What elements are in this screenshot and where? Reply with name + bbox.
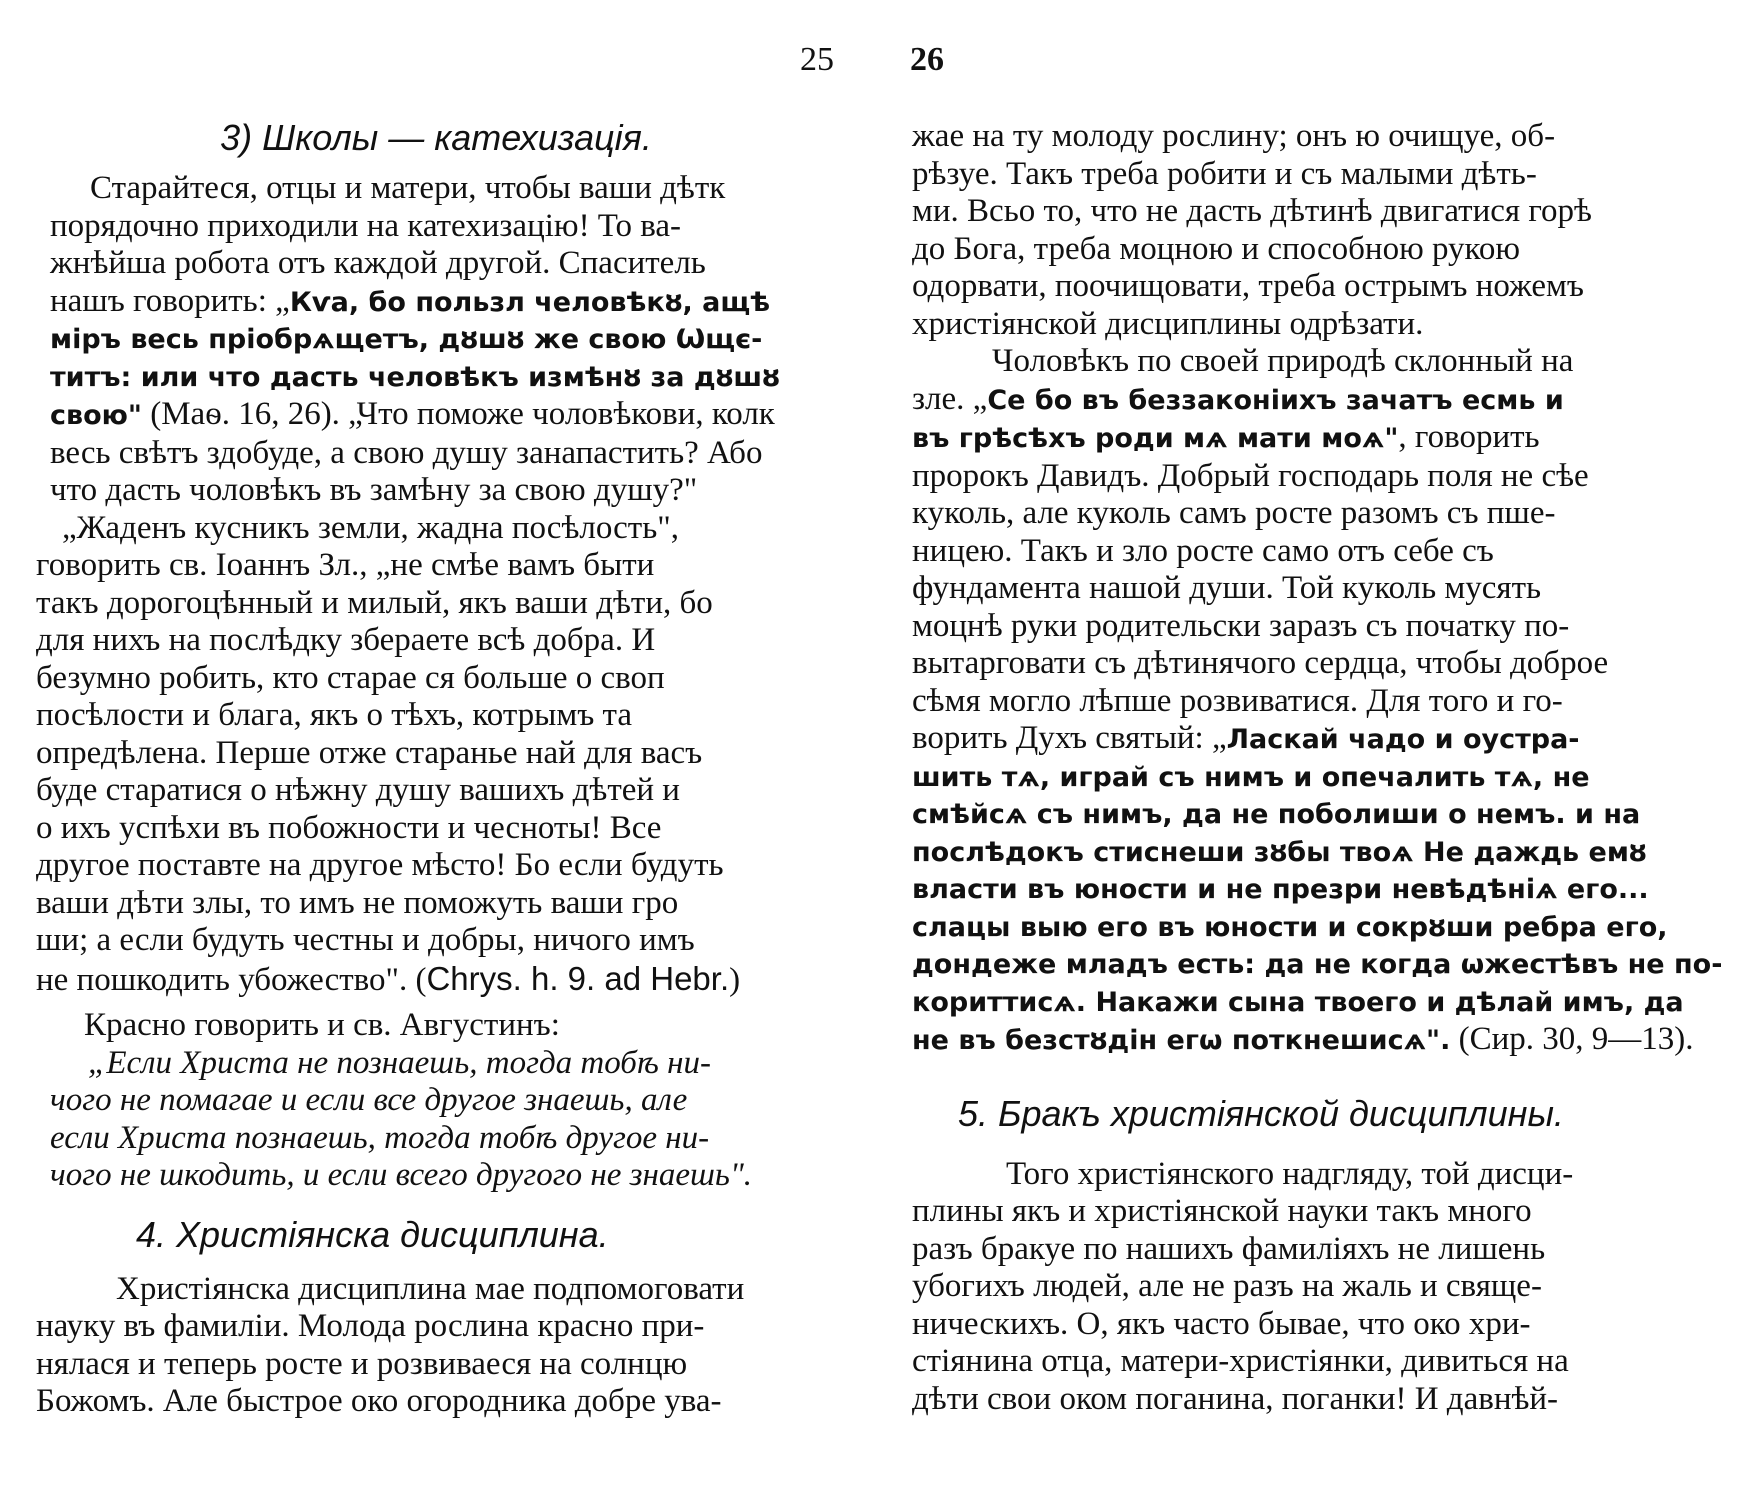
church-slavonic-quote: шить тѧ, играй съ нимъ и опечалить тѧ, не	[912, 761, 1590, 793]
church-slavonic-quote: послѣдокъ стиснеши зȣбы твоѧ Не даждь емȣ	[912, 836, 1647, 868]
church-slavonic-quote: Кѵа, бо пользл человѣкȣ, ащѣ	[289, 286, 771, 318]
text-line: говорить св. Іоаннъ Зл., „не смѣе вамъ быти	[36, 547, 655, 583]
section-heading-lack-of-discipline: 5. Бракъ христіянской дисциплины.	[958, 1092, 1564, 1134]
quote-line: если Христа познаешь, тогда тобѣ другое ни-	[50, 1119, 710, 1156]
text-line: Того христіянского надгляду, той дисци-	[1006, 1155, 1574, 1192]
text-fragment: злe. „	[912, 380, 988, 417]
text-line: ваши дѣти злы, то имъ не поможуть ваши гро	[36, 884, 679, 921]
text-line: плины якъ и христіянской науки такъ много	[912, 1193, 1532, 1229]
text-fragment: ворить Духъ святый: „	[912, 720, 1227, 756]
text-line: сѣмя могло лѣпше розвиватися. Для того и го-	[912, 682, 1563, 719]
text-line: жнѣйша робота отъ каждой другой. Спаситель	[50, 245, 706, 281]
text-line: Христіянска дисциплина мае подпомоговати	[116, 1270, 745, 1307]
text-line: нялася и теперь росте и розвиваеся на солнцю	[36, 1345, 688, 1382]
scripture-reference: (Маѳ. 16, 26). „Что поможе чоловѣкови, колк	[150, 396, 775, 432]
text-fragment: , говорить	[1398, 419, 1540, 455]
paragraph-catechesis	[36, 170, 836, 510]
text-line: что дасть чоловѣкъ въ замѣну за свою душу?"	[50, 472, 698, 508]
text-line: ницею. Такъ и зло росте само отъ себе съ	[912, 532, 1494, 569]
text-line: дѣти свои оком поганина, поганки! И давнѣй-	[912, 1380, 1559, 1417]
church-slavonic-quote: не въ безстȣдін егѡ поткнешисѧ".	[912, 1025, 1451, 1056]
text-fragment: не пошкодить убожество". (	[36, 961, 427, 998]
text-line: другое поставте на другое мѣсто! Бо если будуть	[36, 847, 724, 883]
text-line: Чоловѣкъ по своей природѣ склонный на	[992, 343, 1574, 379]
section-heading-schools: 3) Школы — катехизація.	[220, 117, 652, 158]
church-slavonic-quote: Се бо въ беззаконіихъ зачатъ есмь и	[987, 384, 1564, 416]
paragraph-lack-of-discipline	[912, 1156, 1720, 1419]
page-number-right: 26	[910, 41, 944, 78]
text-line: христіянской дисциплины одрѣзати.	[912, 305, 1424, 342]
church-slavonic-quote: слацы выю его въ юности и сокрȣши ребра его,	[912, 911, 1668, 943]
paragraph-gardener	[912, 118, 1720, 343]
church-slavonic-quote: міръ весь пріобрѧщетъ, дȣшȣ же свою Ѡщє-	[50, 324, 763, 355]
page-number-left: 25	[800, 41, 834, 78]
text-line: до Бога, треба моцною и способною рукою	[912, 230, 1521, 267]
text-line: весь свѣтъ здобуде, а свою душу занапастить? Або	[50, 434, 763, 471]
paragraph-human-nature	[912, 343, 1723, 1060]
text-line: Божомъ. Але быстрое око огородника добре ува-	[36, 1383, 722, 1419]
text-line: ши; а если будуть честны и добры, ничого имъ	[36, 922, 695, 958]
text-line: порядочно приходили на катехизацію! То ва-	[50, 207, 682, 244]
church-slavonic-quote: смѣйсѧ съ нимъ, да не поболиши о немъ. и на	[912, 799, 1641, 830]
text-line: одорвати, поочищовати, треба острымъ ножемъ	[912, 268, 1584, 304]
text-line: Старайтеся, отцы и матери, чтобы ваши дѣтк	[90, 170, 726, 206]
latin-reference: Chrys. h. 9. ad Hebr.	[426, 959, 730, 997]
text-line: фундамента нашой души. Той куколь мусять	[912, 570, 1542, 606]
paragraph-chrysostom	[36, 510, 836, 1000]
text-line: куколь, але куколь самъ росте разомъ съ пше-	[912, 495, 1556, 531]
section-heading-discipline: 4. Христіянска дисциплина.	[136, 1213, 609, 1255]
text-fragment: )	[729, 961, 741, 998]
text-line: разъ бракуе по нашихъ фамиліяхъ не лишень	[912, 1230, 1546, 1267]
quote-line: чого не помагае и если все другое знаешь, але	[50, 1082, 688, 1118]
text-line: о ихъ успѣхи въ побожности и чесноты! Все	[36, 809, 662, 846]
scripture-reference: (Сир. 30, 9—13).	[1458, 1021, 1694, 1057]
text-line: моцнѣ руки родительски заразъ съ початку по-	[912, 607, 1570, 644]
text-line: вытарговати съ дѣтинячого сердца, чтобы доброе	[912, 645, 1609, 681]
paragraph-augustine	[36, 1007, 836, 1045]
church-slavonic-quote: кориттисѧ. Накажи сына твоего и дѣлай имъ, да	[912, 986, 1684, 1018]
quote-line: „Если Христа не познаешь, тогда тобѣ ни-	[88, 1044, 712, 1081]
text-line: жае на ту молоду рослину; онъ ю очищуе, об-	[912, 118, 1556, 154]
text-line: ническихъ. О, якъ часто бывае, что око хри-	[912, 1305, 1531, 1342]
text-line: безумно робить, кто старае ся больше о своп	[36, 659, 665, 696]
text-line: рѣзуе. Такъ треба робити и съ малыми дѣть-	[912, 155, 1537, 192]
paragraph-discipline	[36, 1271, 836, 1421]
text-line: пророкъ Давидъ. Добрый господарь поля не сѣе	[912, 457, 1589, 494]
text-line: убогихъ людей, але не разъ на жаль и свяще-	[912, 1268, 1542, 1304]
church-slavonic-quote: въ грѣсѣхъ роди мѧ мати моѧ"	[912, 423, 1399, 454]
church-slavonic-quote: свою"	[50, 400, 142, 431]
church-slavonic-quote: титъ: или что дасть человѣкъ измѣнȣ за дȣшȣ	[50, 361, 780, 393]
text-line: такъ дорогоцѣнный и милый, якъ ваши дѣти, бо	[36, 584, 713, 621]
quote-line: чого не шкодить, и если всего другого не знаешь".	[50, 1157, 753, 1193]
left-page	[36, 118, 836, 1421]
text-line: „Жаденъ кусникъ земли, жадна посѣлость",	[62, 509, 679, 546]
augustine-quote	[36, 1045, 836, 1195]
text-line: Красно говорить и св. Августинъ:	[84, 1007, 560, 1043]
text-line: ми. Всьо то, что не дасть дѣтинѣ двигатися горѣ	[912, 193, 1592, 229]
text-line: науку въ фамиліи. Молода рослина красно при-	[36, 1308, 705, 1344]
church-slavonic-quote: дондеже младъ есть: да не когда ѡжестѣвъ не по-	[912, 949, 1723, 980]
text-line: стіянина отца, матери-христіянки, дивиться на	[912, 1343, 1569, 1379]
text-line: для нихъ на послѣдку зберaете всѣ добра. И	[36, 622, 656, 658]
text-line: опредѣлена. Перше отже старанье най для васъ	[36, 734, 703, 771]
church-slavonic-quote: Ласкай чадо и оустра-	[1226, 724, 1580, 755]
text-line: буде старатися о нѣжну душу вашихъ дѣтей и	[36, 772, 680, 808]
church-slavonic-quote: власти въ юности и не презри невѣдѣніѧ его...	[912, 874, 1649, 905]
right-page	[912, 118, 1723, 1418]
text-line: посѣлости и блага, якъ о тѣхъ, котрымъ та	[36, 697, 632, 733]
text-fragment: нашъ говорить: „	[50, 282, 290, 319]
